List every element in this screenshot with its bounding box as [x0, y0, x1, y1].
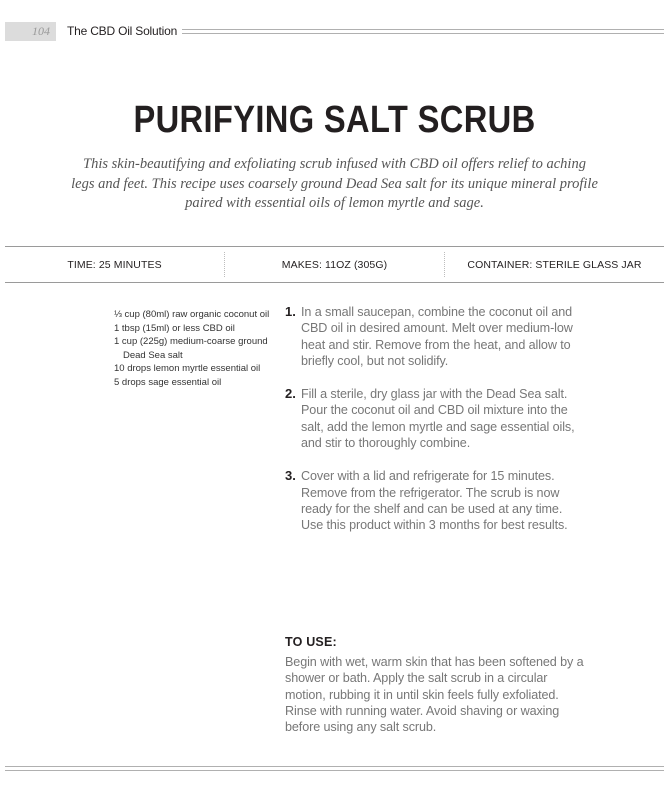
recipe-intro: This skin-beautifying and exfoliating scrub infused with CBD oil offers relief to aching legs and feet. This recipe uses coarsely ground Dead Sea salt for its unique mineral profile paired with essential oils of lemon myrtle and sage. — [71, 156, 598, 211]
ingredient-item: ⅓ cup (80ml) raw organic coconut oil — [114, 309, 270, 320]
meta-time: TIME: 25 MINUTES — [67, 258, 162, 271]
ingredient-list — [114, 308, 274, 390]
step-item — [285, 304, 583, 369]
ingredient-item: 1 cup (225g) medium-coarse ground Dead Sea salt — [114, 336, 268, 361]
step-text: Fill a sterile, dry glass jar with the Dead Sea salt. Pour the coconut oil and CBD oil mixture into the salt, add the lemon myrtle and sage essential oils, and stir to thoroughly combine. — [301, 387, 575, 451]
step-list — [285, 304, 583, 551]
to-use-text: Begin with wet, warm skin that has been softened by a shower or bath. Apply the salt scrub in a circular motion, rubbing it in until skin feels fully exfoliated. Rinse with running water. Avoid shaving or waxing before using any salt scrub. — [285, 655, 584, 735]
header-rule — [182, 29, 664, 34]
recipe-title: PURIFYING SALT SCRUB — [133, 99, 536, 141]
step-text: Cover with a lid and refrigerate for 15 minutes. Remove from the refrigerator. The scrub is now ready for the shelf and can be used at any time. Use this product within 3 months for best results. — [301, 469, 568, 533]
to-use-heading: TO USE: — [285, 635, 337, 649]
running-title: The CBD Oil Solution — [67, 24, 178, 38]
meta-makes: MAKES: 11OZ (305G) — [224, 252, 444, 277]
step-item — [285, 468, 583, 533]
meta-container: CONTAINER: STERILE GLASS JAR — [444, 252, 664, 277]
step-item — [285, 386, 583, 451]
ingredient-item: 1 tbsp (15ml) or less CBD oil — [114, 322, 235, 334]
step-number: 3. — [285, 468, 296, 484]
recipe-meta-bar — [5, 246, 664, 283]
step-text: In a small saucepan, combine the coconut oil and CBD oil in desired amount. Melt over medium-low heat and stir. Remove from the heat, and allow to briefly cool, but not solidify. — [301, 305, 573, 368]
ingredient-item: 10 drops lemon myrtle essential oil — [114, 363, 261, 375]
page-number: 104 — [5, 22, 56, 41]
step-number: 1. — [285, 304, 296, 319]
step-number: 2. — [285, 386, 296, 402]
ingredient-item: 5 drops sage essential oil — [114, 376, 222, 388]
footer-rule — [5, 766, 664, 771]
